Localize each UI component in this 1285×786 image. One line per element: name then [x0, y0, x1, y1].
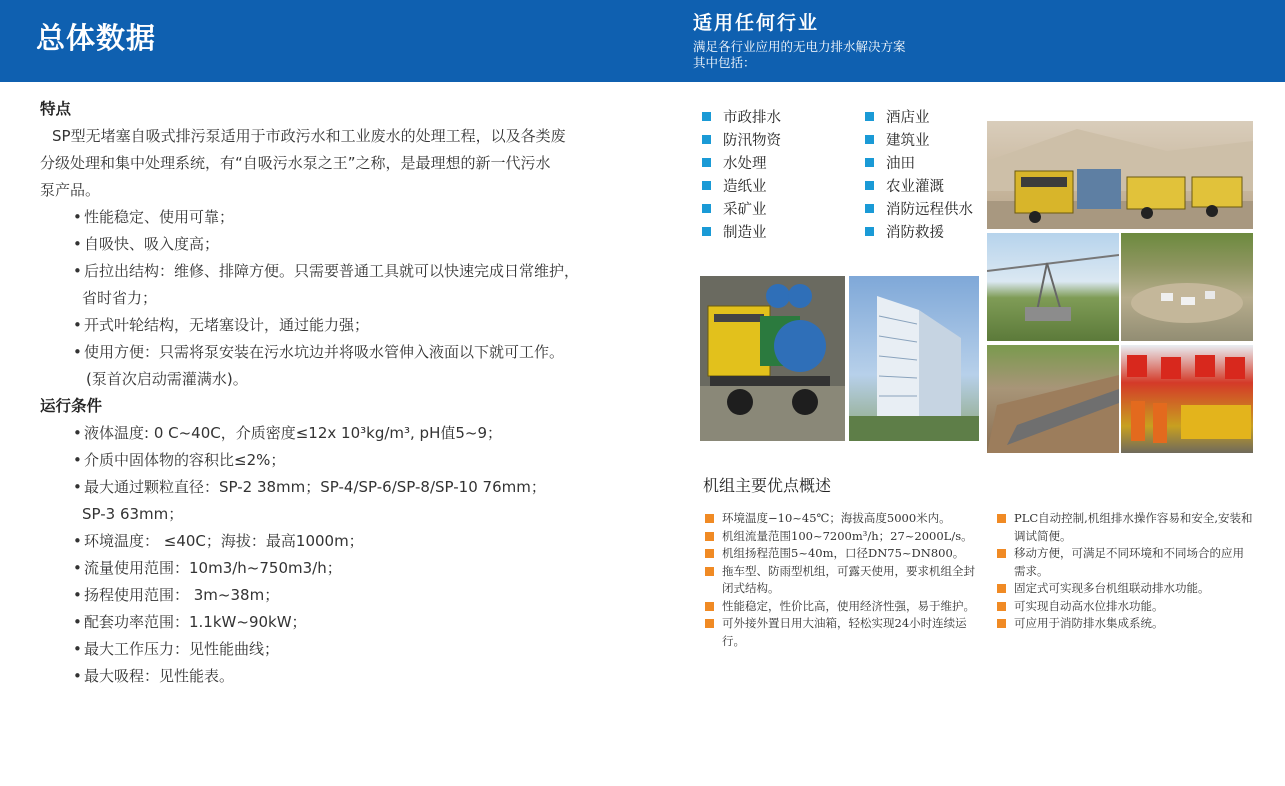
square-bullet-icon [865, 181, 874, 190]
condition-item: • 介质中固体物的容积比≤2%； [74, 447, 650, 474]
photo-trailer-pump [700, 276, 845, 441]
feature-item: • 开式叶轮结构，无堵塞设计，通过能力强； [74, 312, 650, 339]
advantage-item [705, 545, 983, 563]
advantage-text: 可应用于消防排水集成系统。 [1014, 616, 1164, 630]
advantages-column-1 [705, 510, 983, 650]
advantage-text: 环境温度−10~45℃；海拔高度5000米内。 [722, 511, 951, 525]
photo-pipeline-art [987, 345, 1119, 453]
condition-item: • 液体温度: 0 C~40C，介质密度≤12x 10³kg/m³, pH值5~9； [74, 420, 650, 447]
square-bullet-icon [865, 204, 874, 213]
industries-column-2 [865, 106, 995, 244]
industries-subtitle-2: 其中包括： [693, 55, 756, 70]
square-bullet-icon [705, 514, 714, 523]
industry-item [865, 152, 995, 175]
photo-hotel-building-art [849, 276, 979, 441]
square-bullet-icon [705, 532, 714, 541]
square-bullet-icon [705, 619, 714, 628]
photo-hotel-building [849, 276, 979, 441]
photo-pump-units-quarry [987, 121, 1253, 229]
condition-item: • 流量使用范围：10m3/h~750m3/h； [74, 555, 650, 582]
advantage-text: 性能稳定，性价比高，使用经济性强，易于维护。 [722, 598, 975, 613]
advantage-item [705, 563, 983, 598]
industries-subtitle-1: 满足各行业应用的无电力排水解决方案 [693, 39, 906, 54]
industry-label: 市政排水 [723, 110, 781, 126]
industry-label: 制造业 [723, 225, 767, 241]
square-bullet-icon [702, 135, 711, 144]
square-bullet-icon [997, 619, 1006, 628]
industry-label: 农业灌溉 [886, 179, 944, 195]
industry-item [865, 175, 995, 198]
industry-label: 消防救援 [886, 225, 944, 241]
features-list [40, 204, 650, 285]
industry-item [702, 221, 862, 244]
square-bullet-icon [865, 227, 874, 236]
industry-item [702, 198, 862, 221]
industry-item [865, 221, 995, 244]
industries-column-1 [702, 106, 862, 244]
conditions-list [40, 420, 650, 501]
advantage-item [705, 598, 983, 616]
photo-pump-units-art [987, 121, 1253, 229]
industry-item [702, 152, 862, 175]
advantage-text: 可实现自动高水位排水功能。 [1014, 598, 1164, 613]
industry-item [865, 129, 995, 152]
feature-item: • 性能稳定、使用可靠； [74, 204, 650, 231]
intro-line-3: 泵产品。 [40, 181, 101, 199]
features-intro [40, 123, 650, 204]
square-bullet-icon [865, 112, 874, 121]
photo-irrigation [987, 233, 1119, 341]
advantages-column-2 [997, 510, 1255, 633]
industry-label: 酒店业 [886, 110, 930, 126]
square-bullet-icon [865, 135, 874, 144]
features-list-continued [40, 312, 650, 366]
photo-trailer-pump-art [700, 276, 845, 441]
industry-item [865, 106, 995, 129]
square-bullet-icon [997, 584, 1006, 593]
header-right-block [693, 8, 906, 71]
square-bullet-icon [705, 567, 714, 576]
industry-item [702, 106, 862, 129]
condition-item: • 扬程使用范围： 3m~38m； [74, 582, 650, 609]
conditions-heading: 运行条件 [40, 397, 103, 415]
condition-item: • 最大吸程：见性能表。 [74, 663, 650, 690]
feature-item-continuation: 省时省力； [82, 289, 158, 307]
condition-item: • 最大通过颗粒直径：SP-2 38mm；SP-4/SP-6/SP-8/SP-10 76mm； [74, 474, 650, 501]
left-column [40, 96, 650, 690]
square-bullet-icon [997, 602, 1006, 611]
feature-item: • 自吸快、吸入度高； [74, 231, 650, 258]
advantage-item [997, 545, 1255, 580]
industry-label: 建筑业 [886, 133, 930, 149]
photo-mining-site-art [1121, 233, 1253, 341]
industries-title: 适用任何行业 [693, 12, 820, 34]
advantage-text: 固定式可实现多台机组联动排水功能。 [1014, 581, 1210, 595]
advantage-text: 移动方便，可满足不同环境和不同场合的应用需求。 [1014, 546, 1244, 578]
industry-label: 油田 [886, 156, 915, 172]
square-bullet-icon [997, 514, 1006, 523]
square-bullet-icon [702, 181, 711, 190]
features-heading: 特点 [40, 100, 72, 118]
square-bullet-icon [865, 158, 874, 167]
feature-item: • 使用方便：只需将泵安装在污水坑边并将吸水管伸入液面以下就可工作。 [74, 339, 650, 366]
advantage-item [997, 580, 1255, 598]
advantage-item [705, 510, 983, 528]
intro-line-1: SP型无堵塞自吸式排污泵适用于市政污水和工业废水的处理工程，以及各类废 [52, 127, 566, 145]
square-bullet-icon [997, 549, 1006, 558]
condition-item: • 最大工作压力：见性能曲线； [74, 636, 650, 663]
industry-label: 造纸业 [723, 179, 767, 195]
industry-label: 采矿业 [723, 202, 767, 218]
advantage-item [705, 615, 983, 650]
industry-item [702, 175, 862, 198]
square-bullet-icon [702, 158, 711, 167]
advantages-title: 机组主要优点概述 [703, 476, 832, 495]
conditions-list-continued [40, 528, 650, 690]
condition-item: • 配套功率范围：1.1kW~90kW； [74, 609, 650, 636]
square-bullet-icon [702, 112, 711, 121]
square-bullet-icon [705, 549, 714, 558]
industry-label: 消防远程供水 [886, 202, 973, 218]
advantage-text: 机组流量范围100~7200m³/h；27~2000L/s。 [722, 528, 973, 543]
square-bullet-icon [702, 227, 711, 236]
header-banner [0, 0, 1285, 82]
photo-irrigation-art [987, 233, 1119, 341]
industry-item [865, 198, 995, 221]
intro-line-2: 分级处理和集中处理系统，有“自吸污水泵之王”之称，是最理想的新一代污水 [40, 154, 551, 172]
advantage-item [997, 598, 1255, 616]
advantage-text: 机组扬程范围5~40m，口径DN75~DN800。 [722, 546, 965, 560]
advantage-item [997, 615, 1255, 633]
industry-label: 防汛物资 [723, 133, 781, 149]
feature-item-continuation: (泵首次启动需灌满水)。 [86, 370, 248, 388]
photo-mining-site [1121, 233, 1253, 341]
feature-item: • 后拉出结构：维修、排障方便。只需要普通工具就可以快速完成日常维护， [74, 258, 650, 285]
industry-item [702, 129, 862, 152]
advantage-text: PLC自动控制,机组排水操作容易和安全,安装和调试简便。 [1014, 511, 1253, 543]
industry-label: 水处理 [723, 156, 767, 172]
advantage-text: 可外接外置日用大油箱，轻松实现24小时连续运行。 [722, 616, 967, 648]
advantage-item [997, 510, 1255, 545]
square-bullet-icon [705, 602, 714, 611]
advantage-text: 拖车型、防雨型机组，可露天使用，要求机组全封闭式结构。 [722, 563, 975, 595]
advantage-item [705, 528, 983, 546]
photo-fire-rescue [1121, 345, 1253, 453]
condition-item: • 环境温度： ≤40C；海拔：最高1000m； [74, 528, 650, 555]
page-title: 总体数据 [36, 21, 157, 55]
photo-fire-rescue-art [1121, 345, 1253, 453]
photo-pipeline [987, 345, 1119, 453]
square-bullet-icon [702, 204, 711, 213]
condition-item-continuation: SP-3 63mm； [82, 505, 184, 523]
